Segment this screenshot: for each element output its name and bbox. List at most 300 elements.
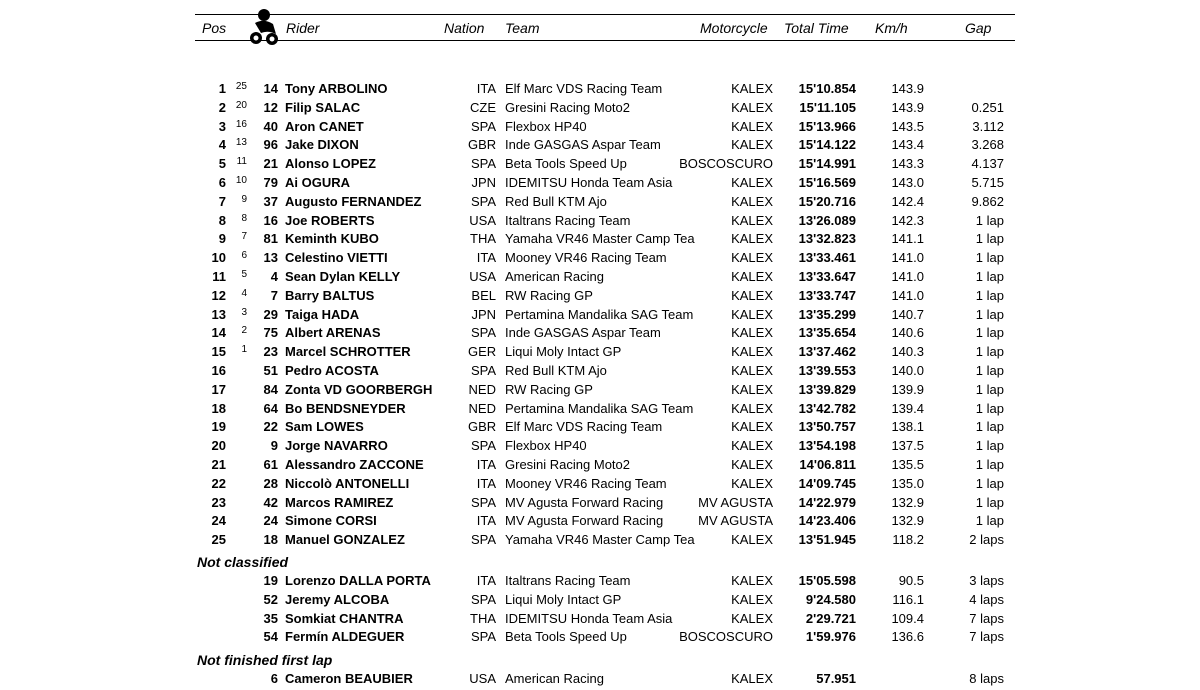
points-cell: 13 bbox=[235, 137, 247, 149]
table-row bbox=[0, 81, 1200, 100]
rider-name-cell: Celestino VIETTI bbox=[285, 250, 388, 266]
nation-cell: JPN bbox=[471, 306, 496, 322]
total-time-cell: 9'24.580 bbox=[805, 591, 856, 607]
team-cell: Italtrans Racing Team bbox=[505, 573, 631, 588]
speed-cell: 132.9 bbox=[891, 494, 924, 510]
gap-cell: 7 laps bbox=[969, 610, 1004, 626]
table-row bbox=[0, 532, 1200, 551]
total-time-cell: 13'51.945 bbox=[798, 532, 856, 548]
team-cell: Yamaha VR46 Master Camp Tea bbox=[505, 231, 695, 247]
points-cell: 3 bbox=[241, 306, 247, 318]
team-cell: Red Bull KTM Ajo bbox=[505, 193, 607, 209]
gap-cell: 1 lap bbox=[975, 344, 1004, 360]
motorcycle-cell: KALEX bbox=[731, 475, 773, 491]
total-time-cell: 13'32.823 bbox=[798, 231, 856, 247]
header-total-time: Total Time bbox=[784, 20, 849, 36]
total-time-cell: 1'59.976 bbox=[805, 629, 856, 645]
motorcycle-cell: KALEX bbox=[731, 212, 773, 228]
table-row bbox=[0, 269, 1200, 288]
team-cell: Gresini Racing Moto2 bbox=[505, 99, 630, 115]
speed-cell: 135.0 bbox=[891, 475, 924, 491]
nation-cell: SPA bbox=[470, 438, 496, 454]
points-cell: 6 bbox=[241, 250, 247, 262]
speed-cell: 116.1 bbox=[892, 591, 924, 607]
gap-cell: 1 lap bbox=[975, 231, 1004, 247]
nation-cell: SPA bbox=[470, 532, 496, 548]
bike-number-cell: 7 bbox=[270, 287, 278, 303]
motorcycle-cell: BOSCOSCURO bbox=[679, 629, 773, 645]
bike-number-cell: 23 bbox=[263, 344, 278, 360]
table-row bbox=[0, 288, 1200, 307]
nation-cell: USA bbox=[469, 212, 496, 228]
bike-number-cell: 6 bbox=[270, 671, 278, 686]
gap-cell: 1 lap bbox=[975, 400, 1004, 416]
nation-cell: ITA bbox=[476, 250, 496, 266]
table-row bbox=[0, 250, 1200, 269]
total-time-cell: 13'26.089 bbox=[798, 212, 856, 228]
team-cell: MV Agusta Forward Racing bbox=[505, 494, 664, 510]
position-cell: 11 bbox=[212, 269, 226, 284]
speed-cell: 143.4 bbox=[891, 137, 924, 153]
total-time-cell: 14'09.745 bbox=[798, 475, 856, 491]
speed-cell: 143.0 bbox=[891, 175, 924, 190]
gap-cell: 1 lap bbox=[975, 287, 1004, 303]
motorcycle-cell: KALEX bbox=[731, 591, 773, 607]
position-cell: 3 bbox=[218, 118, 226, 134]
points-cell: 5 bbox=[241, 269, 247, 280]
position-cell: 9 bbox=[218, 231, 226, 247]
bike-number-cell: 18 bbox=[263, 532, 278, 548]
header-gap: Gap bbox=[965, 20, 992, 36]
gap-cell: 1 lap bbox=[975, 325, 1004, 341]
speed-cell: 138.1 bbox=[891, 419, 924, 435]
team-cell: Beta Tools Speed Up bbox=[505, 629, 627, 645]
total-time-cell: 13'33.747 bbox=[798, 287, 856, 303]
nation-cell: GBR bbox=[468, 419, 497, 435]
speed-cell: 143.9 bbox=[891, 81, 924, 96]
bike-number-cell: 52 bbox=[263, 591, 278, 607]
gap-cell: 1 lap bbox=[975, 306, 1004, 322]
points-cell: 10 bbox=[235, 175, 247, 186]
nation-cell: SPA bbox=[470, 591, 496, 607]
table-row bbox=[0, 419, 1200, 438]
bike-number-cell: 14 bbox=[263, 81, 278, 96]
rider-name-cell: Niccolò ANTONELLI bbox=[285, 475, 410, 491]
bike-number-cell: 19 bbox=[263, 573, 278, 588]
rider-name-cell: Albert ARENAS bbox=[285, 325, 381, 341]
motorcycle-cell: KALEX bbox=[731, 363, 773, 378]
team-cell: Pertamina Mandalika SAG Team bbox=[505, 400, 694, 416]
nation-cell: ITA bbox=[476, 573, 496, 588]
team-cell: RW Racing GP bbox=[505, 287, 593, 303]
rider-name-cell: Ai OGURA bbox=[285, 175, 350, 190]
rider-name-cell: Taiga HADA bbox=[285, 306, 360, 322]
bike-number-cell: 75 bbox=[263, 325, 278, 341]
table-row bbox=[0, 175, 1200, 194]
speed-cell: 142.4 bbox=[891, 193, 924, 209]
team-cell: Flexbox HP40 bbox=[505, 438, 587, 454]
total-time-cell: 14'22.979 bbox=[798, 494, 856, 510]
not-classified-heading: Not classified bbox=[197, 554, 289, 570]
gap-cell: 3.112 bbox=[972, 118, 1004, 134]
header-motorcycle: Motorcycle bbox=[700, 20, 768, 36]
table-row bbox=[0, 307, 1200, 326]
team-cell: MV Agusta Forward Racing bbox=[505, 513, 664, 529]
total-time-cell: 14'23.406 bbox=[798, 513, 856, 529]
motorcycle-cell: KALEX bbox=[731, 99, 773, 115]
total-time-cell: 15'10.854 bbox=[798, 81, 856, 96]
total-time-cell: 14'06.811 bbox=[799, 457, 856, 472]
motorcycle-cell: KALEX bbox=[731, 532, 773, 548]
not-finished-heading: Not finished first lap bbox=[197, 652, 333, 668]
position-cell: 14 bbox=[211, 325, 226, 341]
bike-number-cell: 54 bbox=[263, 629, 278, 645]
table-row bbox=[0, 495, 1200, 514]
total-time-cell: 13'50.757 bbox=[798, 419, 856, 435]
bike-number-cell: 40 bbox=[263, 118, 278, 134]
motorcycle-cell: KALEX bbox=[731, 610, 773, 626]
points-cell: 4 bbox=[241, 287, 247, 299]
position-cell: 16 bbox=[211, 363, 226, 378]
speed-cell: 139.4 bbox=[891, 400, 924, 416]
motorcycle-cell: KALEX bbox=[731, 231, 773, 247]
speed-cell: 90.5 bbox=[898, 573, 924, 588]
table-row bbox=[0, 119, 1200, 138]
team-cell: Elf Marc VDS Racing Team bbox=[505, 419, 663, 435]
table-row bbox=[0, 671, 1200, 690]
nation-cell: THA bbox=[470, 610, 496, 626]
motorcycle-cell: KALEX bbox=[731, 457, 773, 472]
points-cell: 16 bbox=[235, 118, 247, 130]
rider-name-cell: Joe ROBERTS bbox=[285, 212, 375, 228]
table-row bbox=[0, 344, 1200, 363]
table-row bbox=[0, 231, 1200, 250]
motorcycle-cell: KALEX bbox=[731, 287, 773, 303]
motorcycle-cell: KALEX bbox=[731, 671, 773, 686]
position-cell: 7 bbox=[218, 193, 226, 209]
header-team: Team bbox=[505, 20, 540, 36]
table-row bbox=[0, 513, 1200, 532]
rider-name-cell: Pedro ACOSTA bbox=[285, 363, 379, 378]
total-time-cell: 13'37.462 bbox=[798, 344, 856, 360]
bike-number-cell: 24 bbox=[263, 513, 278, 529]
nation-cell: ITA bbox=[476, 457, 496, 472]
position-cell: 20 bbox=[211, 438, 226, 454]
total-time-cell: 15'14.122 bbox=[798, 137, 856, 153]
gap-cell: 5.715 bbox=[971, 175, 1004, 190]
total-time-cell: 2'29.721 bbox=[805, 610, 856, 626]
gap-cell: 1 lap bbox=[975, 494, 1004, 510]
rider-name-cell: Tony ARBOLINO bbox=[285, 81, 388, 96]
position-cell: 1 bbox=[218, 81, 226, 96]
points-cell: 2 bbox=[241, 325, 247, 337]
speed-cell: 141.0 bbox=[891, 250, 924, 266]
gap-cell: 3 laps bbox=[969, 573, 1004, 588]
motorcycle-cell: KALEX bbox=[731, 118, 773, 134]
speed-cell: 140.7 bbox=[891, 306, 924, 322]
table-row bbox=[0, 401, 1200, 420]
points-cell: 20 bbox=[235, 99, 247, 111]
gap-cell: 1 lap bbox=[975, 419, 1004, 435]
motorcycle-cell: KALEX bbox=[731, 81, 773, 96]
total-time-cell: 15'13.966 bbox=[798, 118, 856, 134]
nation-cell: SPA bbox=[470, 193, 496, 209]
table-row bbox=[0, 476, 1200, 495]
table-row bbox=[0, 156, 1200, 175]
speed-cell: 140.3 bbox=[891, 344, 924, 360]
total-time-cell: 15'20.716 bbox=[798, 193, 856, 209]
motorcycle-cell: KALEX bbox=[731, 419, 773, 435]
motorcycle-cell: MV AGUSTA bbox=[698, 494, 773, 510]
header-rider: Rider bbox=[286, 20, 320, 36]
bike-number-cell: 96 bbox=[263, 137, 278, 153]
team-cell: Mooney VR46 Racing Team bbox=[505, 475, 667, 491]
rider-name-cell: Marcel SCHROTTER bbox=[285, 344, 411, 360]
speed-cell: 118.2 bbox=[892, 532, 924, 548]
motorcycle-cell: KALEX bbox=[731, 438, 773, 454]
bike-number-cell: 12 bbox=[263, 99, 278, 115]
total-time-cell: 13'39.829 bbox=[798, 381, 856, 397]
points-cell: 9 bbox=[241, 193, 247, 205]
position-cell: 12 bbox=[211, 287, 226, 303]
motorcycle-cell: KALEX bbox=[731, 269, 773, 284]
total-time-cell: 13'39.553 bbox=[798, 363, 856, 378]
header-kmh: Km/h bbox=[875, 20, 908, 36]
table-row bbox=[0, 438, 1200, 457]
team-cell: Inde GASGAS Aspar Team bbox=[505, 325, 661, 341]
speed-cell: 141.0 bbox=[891, 269, 924, 284]
table-row bbox=[0, 592, 1200, 611]
rider-name-cell: Lorenzo DALLA PORTA bbox=[285, 573, 431, 588]
speed-cell: 143.5 bbox=[891, 118, 924, 134]
gap-cell: 9.862 bbox=[971, 193, 1004, 209]
gap-cell: 4.137 bbox=[971, 156, 1004, 172]
total-time-cell: 15'16.569 bbox=[798, 175, 856, 190]
team-cell: Liqui Moly Intact GP bbox=[505, 344, 622, 360]
position-cell: 15 bbox=[211, 344, 226, 360]
speed-cell: 132.9 bbox=[891, 513, 924, 529]
total-time-cell: 13'33.461 bbox=[798, 250, 856, 266]
motorcycle-cell: KALEX bbox=[731, 573, 773, 588]
team-cell: Inde GASGAS Aspar Team bbox=[505, 137, 661, 153]
nation-cell: ITA bbox=[476, 513, 496, 529]
nation-cell: ITA bbox=[476, 81, 496, 96]
position-cell: 24 bbox=[211, 513, 226, 529]
team-cell: American Racing bbox=[505, 671, 604, 686]
points-cell: 8 bbox=[241, 212, 247, 224]
table-row bbox=[0, 325, 1200, 344]
team-cell: Liqui Moly Intact GP bbox=[505, 591, 622, 607]
team-cell: IDEMITSU Honda Team Asia bbox=[505, 175, 673, 190]
gap-cell: 1 lap bbox=[975, 513, 1004, 529]
points-cell: 1 bbox=[241, 344, 247, 356]
points-cell: 11 bbox=[236, 156, 247, 168]
header-bottom-rule bbox=[195, 40, 1015, 41]
table-row bbox=[0, 457, 1200, 476]
bike-number-cell: 28 bbox=[263, 475, 278, 491]
position-cell: 17 bbox=[211, 381, 226, 397]
nation-cell: SPA bbox=[470, 363, 496, 378]
table-row bbox=[0, 137, 1200, 156]
bike-number-cell: 29 bbox=[263, 306, 278, 322]
gap-cell: 7 laps bbox=[969, 629, 1004, 645]
gap-cell: 2 laps bbox=[969, 532, 1004, 548]
motorcycle-cell: KALEX bbox=[731, 381, 773, 397]
nation-cell: NED bbox=[468, 381, 496, 397]
gap-cell: 1 lap bbox=[975, 438, 1004, 454]
rider-name-cell: Fermín ALDEGUER bbox=[285, 629, 405, 645]
speed-cell: 137.5 bbox=[891, 438, 924, 454]
total-time-cell: 13'33.647 bbox=[798, 269, 856, 284]
bike-number-cell: 37 bbox=[263, 193, 278, 209]
team-cell: IDEMITSU Honda Team Asia bbox=[505, 610, 673, 626]
rider-name-cell: Jorge NAVARRO bbox=[285, 438, 388, 454]
header-top-rule bbox=[195, 14, 1015, 15]
bike-number-cell: 4 bbox=[270, 269, 278, 284]
bike-number-cell: 16 bbox=[263, 212, 278, 228]
nation-cell: SPA bbox=[470, 156, 496, 172]
motorcycle-cell: KALEX bbox=[731, 325, 773, 341]
speed-cell: 143.3 bbox=[891, 156, 924, 172]
position-cell: 2 bbox=[218, 99, 226, 115]
points-cell: 7 bbox=[241, 231, 247, 243]
speed-cell: 140.0 bbox=[891, 363, 924, 378]
nation-cell: SPA bbox=[470, 118, 496, 134]
rider-name-cell: Alonso LOPEZ bbox=[285, 156, 376, 172]
team-cell: American Racing bbox=[505, 269, 604, 284]
rider-name-cell: Keminth KUBO bbox=[285, 231, 379, 247]
bike-number-cell: 84 bbox=[263, 381, 278, 397]
total-time-cell: 13'54.198 bbox=[798, 438, 856, 454]
rider-name-cell: Alessandro ZACCONE bbox=[285, 457, 424, 472]
team-cell: Red Bull KTM Ajo bbox=[505, 363, 607, 378]
rider-name-cell: Marcos RAMIREZ bbox=[285, 494, 394, 510]
position-cell: 6 bbox=[218, 175, 226, 190]
bike-number-cell: 35 bbox=[263, 610, 278, 626]
position-cell: 23 bbox=[211, 494, 226, 510]
position-cell: 19 bbox=[211, 419, 226, 435]
gap-cell: 1 lap bbox=[975, 363, 1004, 378]
motorcycle-cell: KALEX bbox=[731, 400, 773, 416]
rider-name-cell: Bo BENDSNEYDER bbox=[285, 400, 406, 416]
bike-number-cell: 42 bbox=[263, 494, 278, 510]
rider-name-cell: Aron CANET bbox=[285, 118, 364, 134]
speed-cell: 142.3 bbox=[891, 212, 924, 228]
rider-name-cell: Jeremy ALCOBA bbox=[285, 591, 390, 607]
speed-cell: 109.4 bbox=[891, 610, 924, 626]
motorcycle-cell: KALEX bbox=[731, 193, 773, 209]
rider-name-cell: Sam LOWES bbox=[285, 419, 364, 435]
total-time-cell: 13'35.299 bbox=[798, 306, 856, 322]
table-row bbox=[0, 213, 1200, 232]
nation-cell: NED bbox=[468, 400, 496, 416]
nation-cell: USA bbox=[469, 671, 496, 686]
rider-name-cell: Filip SALAC bbox=[285, 99, 361, 115]
rider-name-cell: Jake DIXON bbox=[285, 137, 359, 153]
total-time-cell: 13'42.782 bbox=[798, 400, 856, 416]
speed-cell: 140.6 bbox=[891, 325, 924, 341]
gap-cell: 1 lap bbox=[975, 457, 1004, 472]
gap-cell: 1 lap bbox=[975, 269, 1004, 284]
total-time-cell: 15'11.105 bbox=[799, 99, 856, 115]
table-row bbox=[0, 100, 1200, 119]
gap-cell: 0.251 bbox=[971, 99, 1004, 115]
bike-number-cell: 21 bbox=[263, 156, 278, 172]
gap-cell: 3.268 bbox=[971, 137, 1004, 153]
position-cell: 25 bbox=[211, 532, 226, 548]
motorcycle-cell: KALEX bbox=[731, 175, 773, 190]
bike-number-cell: 61 bbox=[263, 457, 278, 472]
team-cell: Mooney VR46 Racing Team bbox=[505, 250, 667, 266]
bike-number-cell: 51 bbox=[263, 363, 278, 378]
rider-name-cell: Barry BALTUS bbox=[285, 287, 375, 303]
bike-number-cell: 13 bbox=[263, 250, 278, 266]
total-time-cell: 13'35.654 bbox=[798, 325, 856, 341]
nation-cell: ITA bbox=[476, 475, 496, 491]
gap-cell: 1 lap bbox=[975, 381, 1004, 397]
header-nation: Nation bbox=[444, 20, 485, 36]
position-cell: 10 bbox=[211, 250, 226, 266]
speed-cell: 136.6 bbox=[891, 629, 924, 645]
motorcycle-cell: KALEX bbox=[731, 137, 773, 153]
gap-cell: 4 laps bbox=[969, 591, 1004, 607]
table-row bbox=[0, 573, 1200, 592]
nation-cell: GBR bbox=[468, 137, 497, 153]
speed-cell: 141.1 bbox=[891, 231, 924, 247]
team-cell: Flexbox HP40 bbox=[505, 118, 587, 134]
nation-cell: GER bbox=[468, 344, 497, 360]
rider-name-cell: Manuel GONZALEZ bbox=[285, 532, 405, 548]
team-cell: Beta Tools Speed Up bbox=[505, 156, 627, 172]
points-cell: 25 bbox=[235, 81, 247, 92]
motorcycle-cell: MV AGUSTA bbox=[698, 513, 773, 529]
table-row bbox=[0, 363, 1200, 382]
gap-cell: 1 lap bbox=[975, 250, 1004, 266]
nation-cell: SPA bbox=[470, 325, 496, 341]
nation-cell: JPN bbox=[471, 175, 496, 190]
motorcycle-cell: KALEX bbox=[731, 306, 773, 322]
nation-cell: THA bbox=[470, 231, 496, 247]
position-cell: 21 bbox=[211, 457, 226, 472]
position-cell: 8 bbox=[218, 212, 226, 228]
gap-cell: 1 lap bbox=[975, 475, 1004, 491]
team-cell: RW Racing GP bbox=[505, 381, 593, 397]
speed-cell: 143.9 bbox=[891, 99, 924, 115]
rider-name-cell: Augusto FERNANDEZ bbox=[285, 193, 422, 209]
bike-number-cell: 64 bbox=[263, 400, 278, 416]
gap-cell: 8 laps bbox=[969, 671, 1004, 686]
rider-name-cell: Simone CORSI bbox=[285, 513, 377, 529]
position-cell: 4 bbox=[218, 137, 226, 153]
position-cell: 5 bbox=[218, 156, 226, 172]
rider-name-cell: Somkiat CHANTRA bbox=[285, 610, 404, 626]
nation-cell: BEL bbox=[471, 287, 496, 303]
bike-number-cell: 9 bbox=[270, 438, 278, 454]
speed-cell: 135.5 bbox=[891, 457, 924, 472]
team-cell: Italtrans Racing Team bbox=[505, 212, 631, 228]
rider-name-cell: Zonta VD GOORBERGH bbox=[285, 381, 433, 397]
nation-cell: SPA bbox=[470, 494, 496, 510]
motorcycle-rider-icon bbox=[246, 6, 282, 46]
header-pos: Pos bbox=[202, 20, 227, 36]
bike-number-cell: 81 bbox=[263, 231, 278, 247]
total-time-cell: 57.951 bbox=[816, 671, 856, 686]
speed-cell: 141.0 bbox=[891, 287, 924, 303]
gap-cell: 1 lap bbox=[975, 212, 1004, 228]
team-cell: Elf Marc VDS Racing Team bbox=[505, 81, 663, 96]
position-cell: 22 bbox=[211, 475, 226, 491]
bike-number-cell: 79 bbox=[263, 175, 278, 190]
